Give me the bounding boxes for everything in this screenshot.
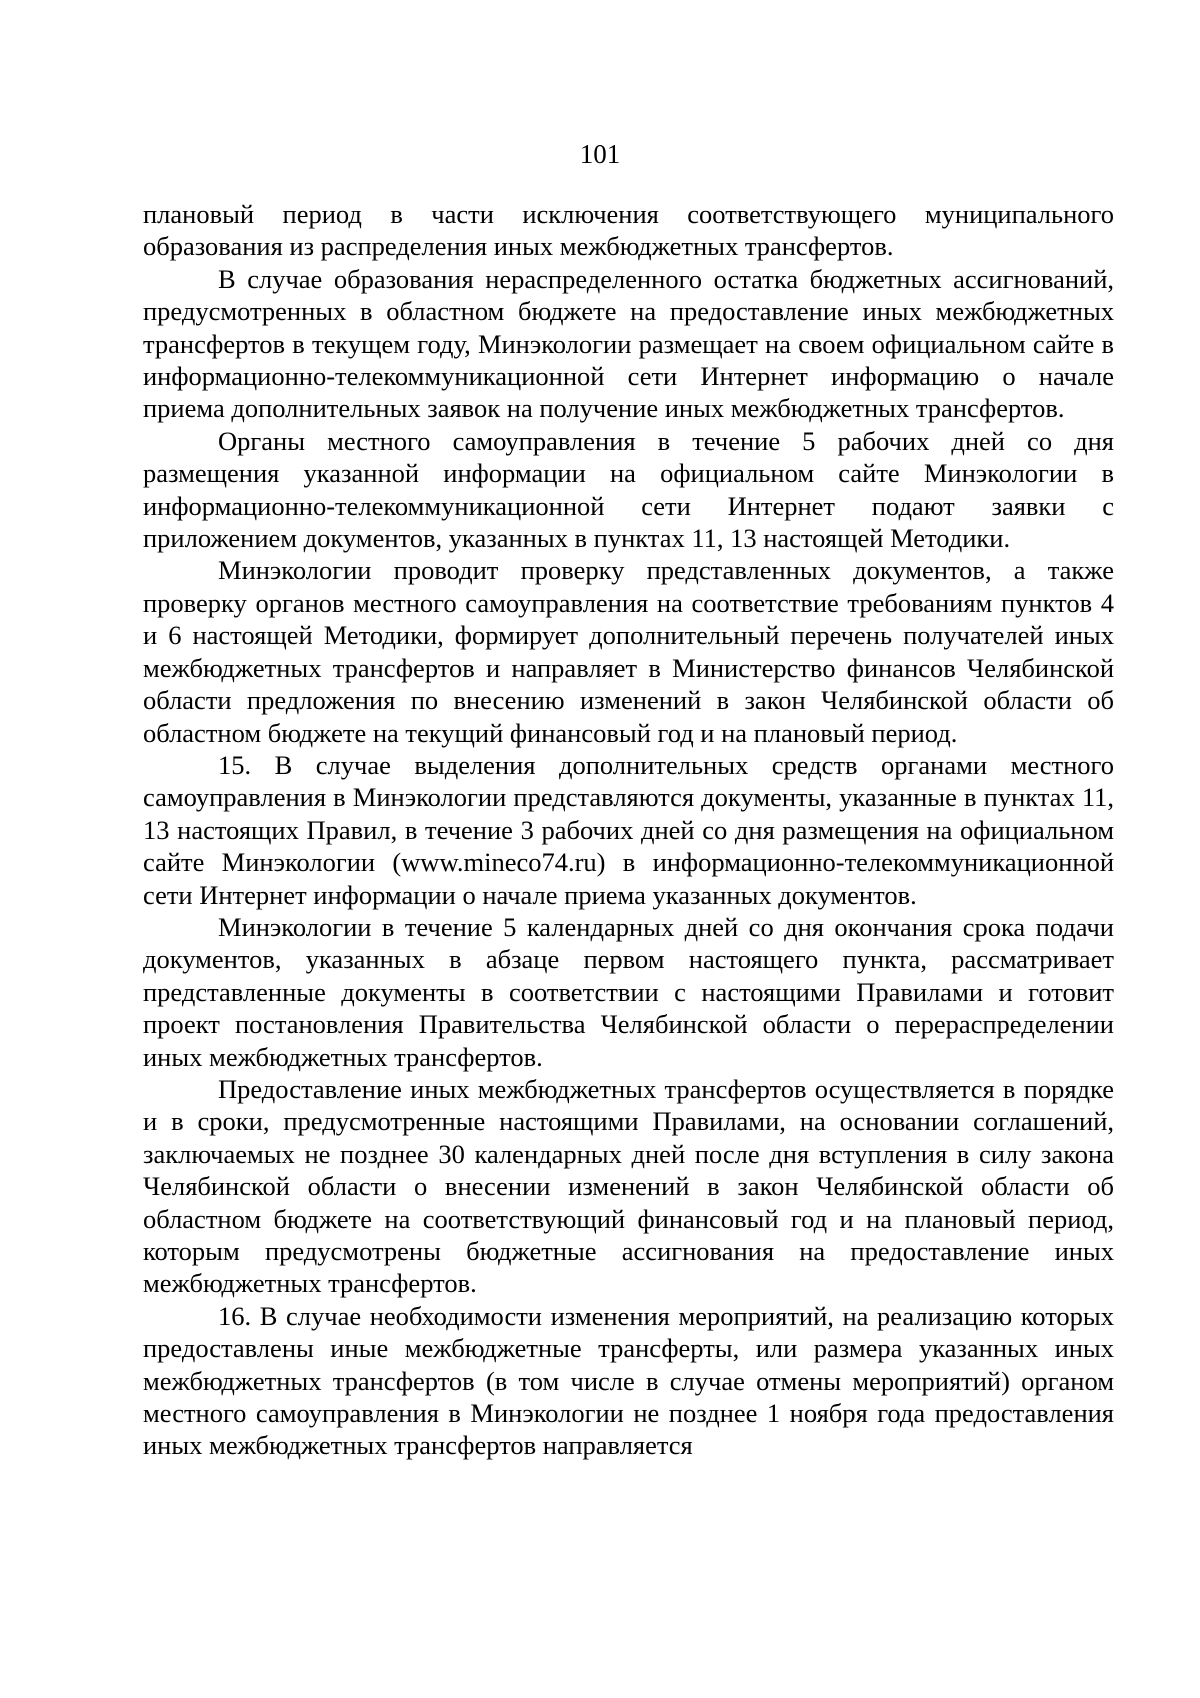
paragraph-5: 15. В случае выделения дополнительных средств органами местного самоуправления в Минэкологии представляются документы, указанные в пунктах 11, 13 настоящих Правил, в течение 3 рабочих дней со дня размещения на официальном сайте Минэкологии (www.mineco74.ru) в информационно-телекоммуникационной сети Интернет информации о начале приема указанных документов. <box>143 749 1114 910</box>
paragraph-2: В случае образования нераспределенного остатка бюджетных ассигнований, предусмотренных в областном бюджете на предоставление иных межбюджетных трансфертов в текущем году, Минэкологии размещает на своем официальном сайте в информационно-телекоммуникационной сети Интернет информацию о начале приема дополнительных заявок на получение иных межбюджетных трансфертов. <box>143 263 1114 424</box>
page-number: 101 <box>579 139 621 169</box>
document-body <box>143 198 1114 1462</box>
paragraph-3: Органы местного самоуправления в течение 5 рабочих дней со дня размещения указанной информации на официальном сайте Минэкологии в информационно-телекоммуникационной сети Интернет подают заявки с приложением документов, указанных в пунктах 11, 13 настоящей Методики. <box>143 425 1114 554</box>
paragraph-7: Предоставление иных межбюджетных трансфертов осуществляется в порядке и в сроки, предусмотренные настоящими Правилами, на основании соглашений, заключаемых не позднее 30 календарных дней после дня вступления в силу закона Челябинской области о внесении изменений в закон Челябинской области об областном бюджете на соответствующий финансовый год и на плановый период, которым предусмотрены бюджетные ассигнования на предоставление иных межбюджетных трансфертов. <box>143 1073 1114 1299</box>
paragraph-1: плановый период в части исключения соответствующего муниципального образования из распределения иных межбюджетных трансфертов. <box>143 199 1114 262</box>
paragraph-6: Минэкологии в течение 5 календарных дней со дня окончания срока подачи документов, указанных в абзаце первом настоящего пункта, рассматривает представленные документы в соответствии с настоящими Правилами и готовит проект постановления Правительства Челябинской области о перераспределении иных межбюджетных трансфертов. <box>143 911 1114 1072</box>
paragraph-4: Минэкологии проводит проверку представленных документов, а также проверку органов местного самоуправления на соответствие требованиям пунктов 4 и 6 настоящей Методики, формирует дополнительный перечень получателей иных межбюджетных трансфертов и направляет в Министерство финансов Челябинской области предложения по внесению изменений в закон Челябинской области об областном бюджете на текущий финансовый год и на плановый период. <box>143 555 1114 748</box>
paragraph-8: 16. В случае необходимости изменения мероприятий, на реализацию которых предоставлены иные межбюджетные трансферты, или размера указанных иных межбюджетных трансфертов (в том числе в случае отмены мероприятий) органом местного самоуправления в Минэкологии не позднее 1 ноября года предоставления иных межбюджетных трансфертов направляется <box>143 1300 1114 1461</box>
